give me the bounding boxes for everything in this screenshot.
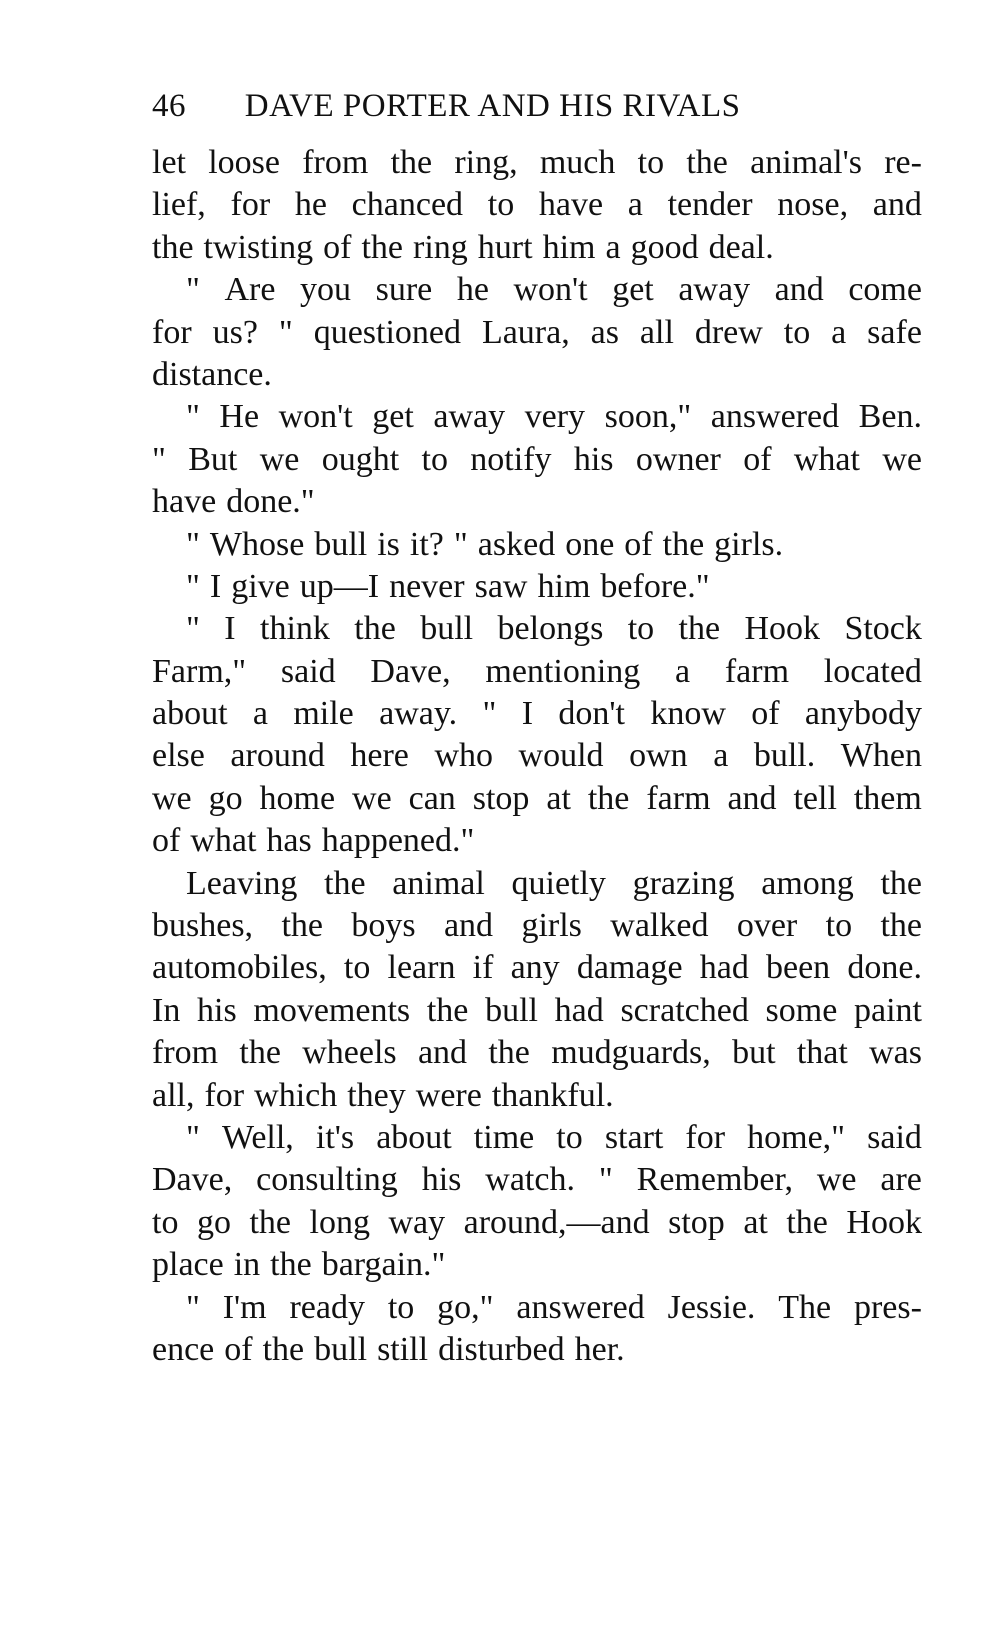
word: time xyxy=(473,1118,535,1156)
word: the xyxy=(587,779,630,817)
word: the xyxy=(152,228,194,266)
word: been xyxy=(766,949,831,987)
word: walked xyxy=(610,907,709,945)
word: over xyxy=(736,907,798,945)
word: to xyxy=(556,1118,583,1156)
word: before." xyxy=(600,567,710,605)
text-line xyxy=(152,1329,922,1371)
word: distance. xyxy=(152,355,272,393)
word: of xyxy=(152,822,181,860)
word: bull xyxy=(314,1330,368,1368)
word: what xyxy=(190,822,257,860)
word: " xyxy=(186,1118,200,1156)
word: her. xyxy=(574,1330,625,1368)
word: " xyxy=(186,398,200,436)
word: " xyxy=(598,1161,613,1199)
word: disturbed xyxy=(438,1330,565,1368)
word: He xyxy=(219,398,260,436)
word: questioned xyxy=(313,313,461,351)
book-title: DAVE PORTER AND HIS RIVALS xyxy=(244,88,741,124)
word: the xyxy=(262,1330,305,1368)
word: to xyxy=(627,610,655,648)
text-line xyxy=(152,142,922,184)
text-line xyxy=(152,608,922,650)
word: which xyxy=(254,1076,338,1114)
word: belongs xyxy=(497,610,604,648)
word: sure xyxy=(375,271,433,309)
word: I xyxy=(521,695,534,733)
word: automobiles, xyxy=(152,949,327,987)
word: home," xyxy=(747,1118,846,1156)
word: away. xyxy=(379,695,458,733)
word: " xyxy=(186,525,200,563)
text-line xyxy=(152,566,922,608)
word: girls xyxy=(521,907,582,945)
word: drew xyxy=(694,313,763,351)
word: and xyxy=(417,1034,468,1072)
word: mudguards, xyxy=(551,1034,711,1072)
word: scratched xyxy=(620,991,749,1029)
word: his xyxy=(421,1161,462,1199)
word: from xyxy=(152,1034,219,1072)
word: the xyxy=(361,228,403,266)
word: start xyxy=(604,1118,664,1156)
text-line xyxy=(152,1244,922,1286)
word: done." xyxy=(226,483,315,521)
word: has xyxy=(266,822,312,860)
word: go xyxy=(208,779,243,817)
word: animal xyxy=(392,864,485,902)
word: around xyxy=(230,737,325,775)
word: have xyxy=(538,186,604,224)
word: saw xyxy=(474,567,528,605)
word: can xyxy=(408,779,456,817)
word: come xyxy=(848,271,922,309)
word: we xyxy=(816,1161,857,1199)
text-line xyxy=(152,269,922,311)
word: Dave, xyxy=(370,652,451,690)
word: what xyxy=(793,440,860,478)
word: had xyxy=(554,991,604,1029)
word: ready xyxy=(289,1288,365,1326)
text-line xyxy=(152,1117,922,1159)
word: Ben. xyxy=(858,398,922,436)
word: all, xyxy=(152,1076,195,1114)
word: But xyxy=(188,440,238,478)
text-line xyxy=(152,439,922,481)
word: quietly xyxy=(511,864,606,902)
text-line xyxy=(152,396,922,438)
word: twisting xyxy=(203,228,314,266)
word: stop xyxy=(668,1203,725,1241)
word: think xyxy=(260,610,330,648)
running-head xyxy=(152,84,922,128)
word: the xyxy=(390,144,433,181)
word: " xyxy=(186,610,200,648)
word: home xyxy=(259,779,336,817)
word: about xyxy=(152,695,228,733)
word: some xyxy=(765,991,838,1029)
word: re- xyxy=(884,144,922,181)
word: good xyxy=(630,228,699,266)
word: anybody xyxy=(804,695,922,733)
text-line xyxy=(152,947,922,989)
word: the xyxy=(880,864,922,902)
word: The xyxy=(778,1288,832,1326)
word: to xyxy=(421,440,448,478)
word: else xyxy=(152,737,205,775)
word: " xyxy=(453,525,468,563)
word: chanced xyxy=(351,186,464,224)
word: Hook xyxy=(846,1203,922,1241)
word: Farm," xyxy=(152,652,247,690)
word: " xyxy=(278,313,293,351)
text-line xyxy=(152,354,922,396)
word: wheels xyxy=(302,1034,397,1072)
word: " xyxy=(186,271,200,309)
word: lief, xyxy=(152,186,206,224)
word: " xyxy=(186,567,200,605)
word: the xyxy=(249,1203,291,1241)
word: at xyxy=(743,1203,768,1241)
word: bushes, xyxy=(152,907,254,945)
word: to xyxy=(343,949,371,987)
word: the xyxy=(354,610,396,648)
text-line xyxy=(152,1032,922,1074)
word: " xyxy=(482,695,497,733)
word: much xyxy=(539,144,616,181)
word: go xyxy=(196,1203,231,1241)
word: the xyxy=(239,1034,281,1072)
word: Hook xyxy=(744,610,821,648)
word: thankful. xyxy=(491,1076,614,1114)
text-line xyxy=(152,1287,922,1329)
word: Are xyxy=(224,271,276,309)
word: who xyxy=(434,737,493,775)
word: long xyxy=(309,1203,370,1241)
word: was xyxy=(869,1034,922,1072)
word: soon," xyxy=(604,398,692,436)
word: for xyxy=(685,1118,726,1156)
text-line xyxy=(152,1159,922,1201)
word: all xyxy=(639,313,674,351)
word: you xyxy=(300,271,352,309)
text-line xyxy=(152,990,922,1032)
word: done. xyxy=(847,949,922,987)
text-line xyxy=(152,184,922,226)
word: I'm xyxy=(222,1288,267,1326)
word: bargain." xyxy=(321,1246,446,1284)
word: in xyxy=(233,1246,261,1284)
word: as xyxy=(590,313,619,351)
word: mile xyxy=(293,695,354,733)
word: for xyxy=(152,313,192,351)
word: to xyxy=(387,1288,415,1326)
word: ought xyxy=(321,440,400,478)
word: here xyxy=(350,737,409,775)
word: the xyxy=(270,1246,312,1284)
word: his xyxy=(573,440,614,478)
word: of xyxy=(323,228,352,266)
word: Well, xyxy=(221,1118,294,1156)
word: way xyxy=(388,1203,446,1241)
body-text xyxy=(152,142,922,1371)
word: ring, xyxy=(454,144,518,181)
word: he xyxy=(294,186,327,224)
word: a xyxy=(627,186,643,224)
word: we xyxy=(882,440,922,478)
word: boys xyxy=(351,907,416,945)
word: away xyxy=(433,398,506,436)
word: but xyxy=(732,1034,776,1072)
word: consulting xyxy=(256,1161,398,1199)
word: and xyxy=(443,907,494,945)
word: and xyxy=(727,779,777,817)
word: he xyxy=(456,271,489,309)
word: won't xyxy=(513,271,588,309)
word: a xyxy=(675,652,691,690)
text-line xyxy=(152,1075,922,1117)
word: of xyxy=(624,525,653,563)
word: had xyxy=(699,949,749,987)
word: happened." xyxy=(321,822,475,860)
word: very xyxy=(524,398,586,436)
word: I xyxy=(209,567,222,605)
word: of xyxy=(751,695,780,733)
word: a xyxy=(831,313,847,351)
word: Stock xyxy=(844,610,922,648)
word: learn xyxy=(387,949,456,987)
word: answered xyxy=(516,1288,645,1326)
word: the xyxy=(488,1034,530,1072)
text-line xyxy=(152,651,922,693)
word: is xyxy=(377,525,400,563)
word: one xyxy=(565,525,615,563)
word: animal's xyxy=(750,144,862,181)
word: from xyxy=(302,144,369,181)
word: the xyxy=(686,144,728,181)
word: around,—and xyxy=(463,1203,650,1241)
word: we xyxy=(259,440,300,478)
word: own xyxy=(629,737,688,775)
word: him xyxy=(537,567,591,605)
word: movements xyxy=(253,991,411,1029)
word: it? xyxy=(409,525,444,563)
word: said xyxy=(280,652,336,690)
word: place xyxy=(152,1246,224,1284)
word: the xyxy=(426,991,469,1029)
text-line xyxy=(152,312,922,354)
word: I xyxy=(224,610,236,648)
word: ring xyxy=(413,228,468,266)
word: Dave, xyxy=(152,1161,233,1199)
word: are xyxy=(880,1161,922,1199)
word: " xyxy=(186,1288,200,1326)
word: him xyxy=(542,228,596,266)
word: the xyxy=(324,864,366,902)
word: the xyxy=(662,525,705,563)
word: bull xyxy=(314,525,368,563)
text-line xyxy=(152,778,922,820)
word: Laura, xyxy=(481,313,570,351)
word: get xyxy=(612,271,654,309)
word: up—I xyxy=(299,567,380,605)
word: tell xyxy=(793,779,837,817)
word: In xyxy=(152,991,181,1029)
word: bull. xyxy=(753,737,816,775)
word: Remember, xyxy=(636,1161,793,1199)
word: they xyxy=(347,1076,406,1114)
word: his xyxy=(197,991,237,1029)
word: about xyxy=(376,1118,452,1156)
word: to xyxy=(783,313,811,351)
word: at xyxy=(546,779,571,817)
word: still xyxy=(377,1330,429,1368)
word: the xyxy=(786,1203,828,1241)
word: pres- xyxy=(853,1288,922,1326)
word: ence xyxy=(152,1330,215,1368)
word: bull xyxy=(420,610,474,648)
word: don't xyxy=(558,695,625,733)
word: mentioning xyxy=(485,652,641,690)
word: tender xyxy=(667,186,753,224)
text-line xyxy=(152,524,922,566)
word: farm xyxy=(724,652,790,690)
word: answered xyxy=(710,398,840,436)
word: girls. xyxy=(714,525,784,563)
word: stop xyxy=(472,779,530,817)
word: and xyxy=(872,186,922,224)
word: When xyxy=(840,737,922,775)
word: the xyxy=(281,907,323,945)
word: deal. xyxy=(708,228,774,266)
word: nose, xyxy=(777,186,849,224)
word: get xyxy=(372,398,414,436)
word: a xyxy=(252,695,268,733)
text-line xyxy=(152,905,922,947)
word: the xyxy=(678,610,721,648)
text-line xyxy=(152,735,922,777)
word: were xyxy=(415,1076,482,1114)
word: never xyxy=(389,567,465,605)
word: to xyxy=(152,1203,179,1241)
word: if xyxy=(472,949,494,987)
word: asked xyxy=(477,525,556,563)
word: paint xyxy=(853,991,922,1029)
word: safe xyxy=(867,313,922,351)
word: give xyxy=(231,567,290,605)
word: for xyxy=(230,186,271,224)
word: any xyxy=(510,949,560,987)
word: Whose xyxy=(209,525,305,563)
word: located xyxy=(823,652,922,690)
text-line xyxy=(152,820,922,862)
word: we xyxy=(352,779,392,817)
word: away xyxy=(678,271,751,309)
word: them xyxy=(853,779,922,817)
word: owner xyxy=(635,440,721,478)
text-line xyxy=(152,481,922,523)
word: the xyxy=(880,907,922,945)
word: bull xyxy=(485,991,538,1029)
word: Leaving xyxy=(186,864,298,902)
text-line xyxy=(152,863,922,905)
word: said xyxy=(867,1118,922,1156)
word: " xyxy=(152,440,166,478)
word: grazing xyxy=(632,864,735,902)
word: would xyxy=(518,737,604,775)
word: watch. xyxy=(485,1161,575,1199)
word: to xyxy=(825,907,853,945)
word: let xyxy=(152,144,186,181)
word: of xyxy=(743,440,772,478)
word: for xyxy=(204,1076,245,1114)
word: a xyxy=(713,737,729,775)
text-line xyxy=(152,693,922,735)
word: among xyxy=(761,864,854,902)
word: to xyxy=(487,186,515,224)
word: know xyxy=(650,695,726,733)
word: to xyxy=(637,144,665,181)
word: hurt xyxy=(477,228,533,266)
word: a xyxy=(605,228,621,266)
word: farm xyxy=(646,779,711,817)
word: of xyxy=(224,1330,253,1368)
word: Jessie. xyxy=(667,1288,756,1326)
word: loose xyxy=(208,144,280,181)
word: that xyxy=(796,1034,848,1072)
word: have xyxy=(152,483,217,521)
word: we xyxy=(152,779,192,817)
word: won't xyxy=(278,398,353,436)
word: go," xyxy=(437,1288,494,1326)
word: notify xyxy=(470,440,552,478)
word: and xyxy=(774,271,824,309)
page-number: 46 xyxy=(152,88,186,124)
word: it's xyxy=(315,1118,355,1156)
word: damage xyxy=(576,949,683,987)
word: us? xyxy=(212,313,258,351)
text-line xyxy=(152,227,922,269)
text-line xyxy=(152,1202,922,1244)
